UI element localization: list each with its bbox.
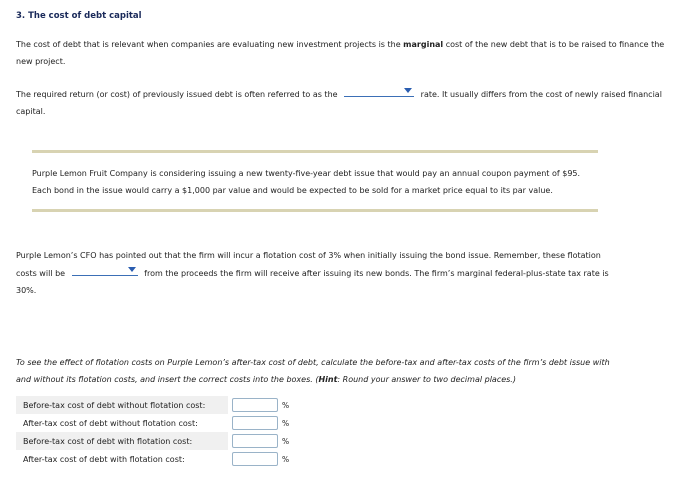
after-tax-with-flotation-input[interactable] [232, 452, 278, 466]
percent-unit: % [282, 418, 290, 428]
section-title: 3. The cost of debt capital [16, 11, 142, 21]
instructions-text-after: : Round your answer to two decimal places.) [337, 375, 516, 384]
intro-text-after: cost of the new debt that is to be raised to finance the new project. [16, 40, 665, 66]
company-box-line-2: Each bond in the issue would carry a $1,000 par value and would be expected to be sold for a market price equal to its par value. [32, 186, 553, 195]
percent-unit: % [282, 400, 290, 410]
flotation-line-1: Purple Lemon’s CFO has pointed out that the firm will incur a flotation cost of 3% when initially issuing the bond issue. Remember, these flotation [16, 251, 601, 260]
row-label: Before-tax cost of debt without flotation cost: [16, 396, 228, 414]
percent-unit: % [282, 454, 290, 464]
hint-label: Hint [318, 375, 338, 384]
box-bottom-rule [32, 209, 598, 212]
table-row [16, 432, 292, 450]
instructions-text-before: and without its flotation costs, and insert the correct costs into the boxes. ( [16, 375, 319, 384]
before-tax-with-flotation-input[interactable] [232, 434, 278, 448]
flotation-text-after: from the proceeds the firm will receive after issuing its new bonds. The firm’s marginal federal-plus-state tax rate is [144, 269, 609, 278]
required-return-text-before: The required return (or cost) of previously issued debt is often referred to as the [16, 90, 338, 99]
intro-bold-term: marginal [403, 40, 444, 49]
instructions-line-1: To see the effect of flotation costs on Purple Lemon’s after-tax cost of debt, calculate the before-tax and after-tax costs of the firm’s debt issue with [16, 358, 610, 367]
row-label: After-tax cost of debt without flotation cost: [23, 418, 198, 428]
table-row [16, 414, 292, 432]
chevron-down-icon [128, 267, 136, 272]
table-row [16, 450, 292, 468]
percent-unit: % [282, 436, 290, 446]
intro-paragraph [16, 36, 676, 70]
instructions-line-2 [16, 371, 676, 388]
after-tax-no-flotation-input[interactable] [232, 416, 278, 430]
required-return-paragraph [16, 85, 676, 120]
row-label: After-tax cost of debt with flotation cost: [23, 454, 185, 464]
row-label: Before-tax cost of debt with flotation cost: [16, 432, 228, 450]
row-input-cell [228, 414, 280, 432]
flotation-text-before: costs will be [16, 269, 66, 278]
cost-table [16, 396, 292, 468]
flotation-line-2 [16, 264, 676, 282]
row-input-cell [228, 396, 280, 414]
intro-text-before: The cost of debt that is relevant when companies are evaluating new investment projects is the [16, 40, 404, 49]
flotation-line-3: 30%. [16, 286, 37, 295]
row-input-cell [228, 450, 280, 468]
row-input-cell [228, 432, 280, 450]
company-box [32, 165, 612, 199]
debt-rate-dropdown[interactable] [344, 85, 414, 97]
chevron-down-icon [404, 88, 412, 93]
box-top-rule [32, 150, 598, 153]
instructions-paragraph [16, 354, 676, 388]
flotation-effect-dropdown[interactable] [72, 264, 138, 276]
table-row [16, 396, 292, 414]
before-tax-no-flotation-input[interactable] [232, 398, 278, 412]
flotation-paragraph [16, 247, 676, 299]
company-box-line-1: Purple Lemon Fruit Company is considering issuing a new twenty-five-year debt issue that would pay an annual coupon payment of $95. [32, 169, 581, 178]
required-return-text-after: rate. It usually differs from the cost of newly raised financial capital. [16, 90, 662, 116]
